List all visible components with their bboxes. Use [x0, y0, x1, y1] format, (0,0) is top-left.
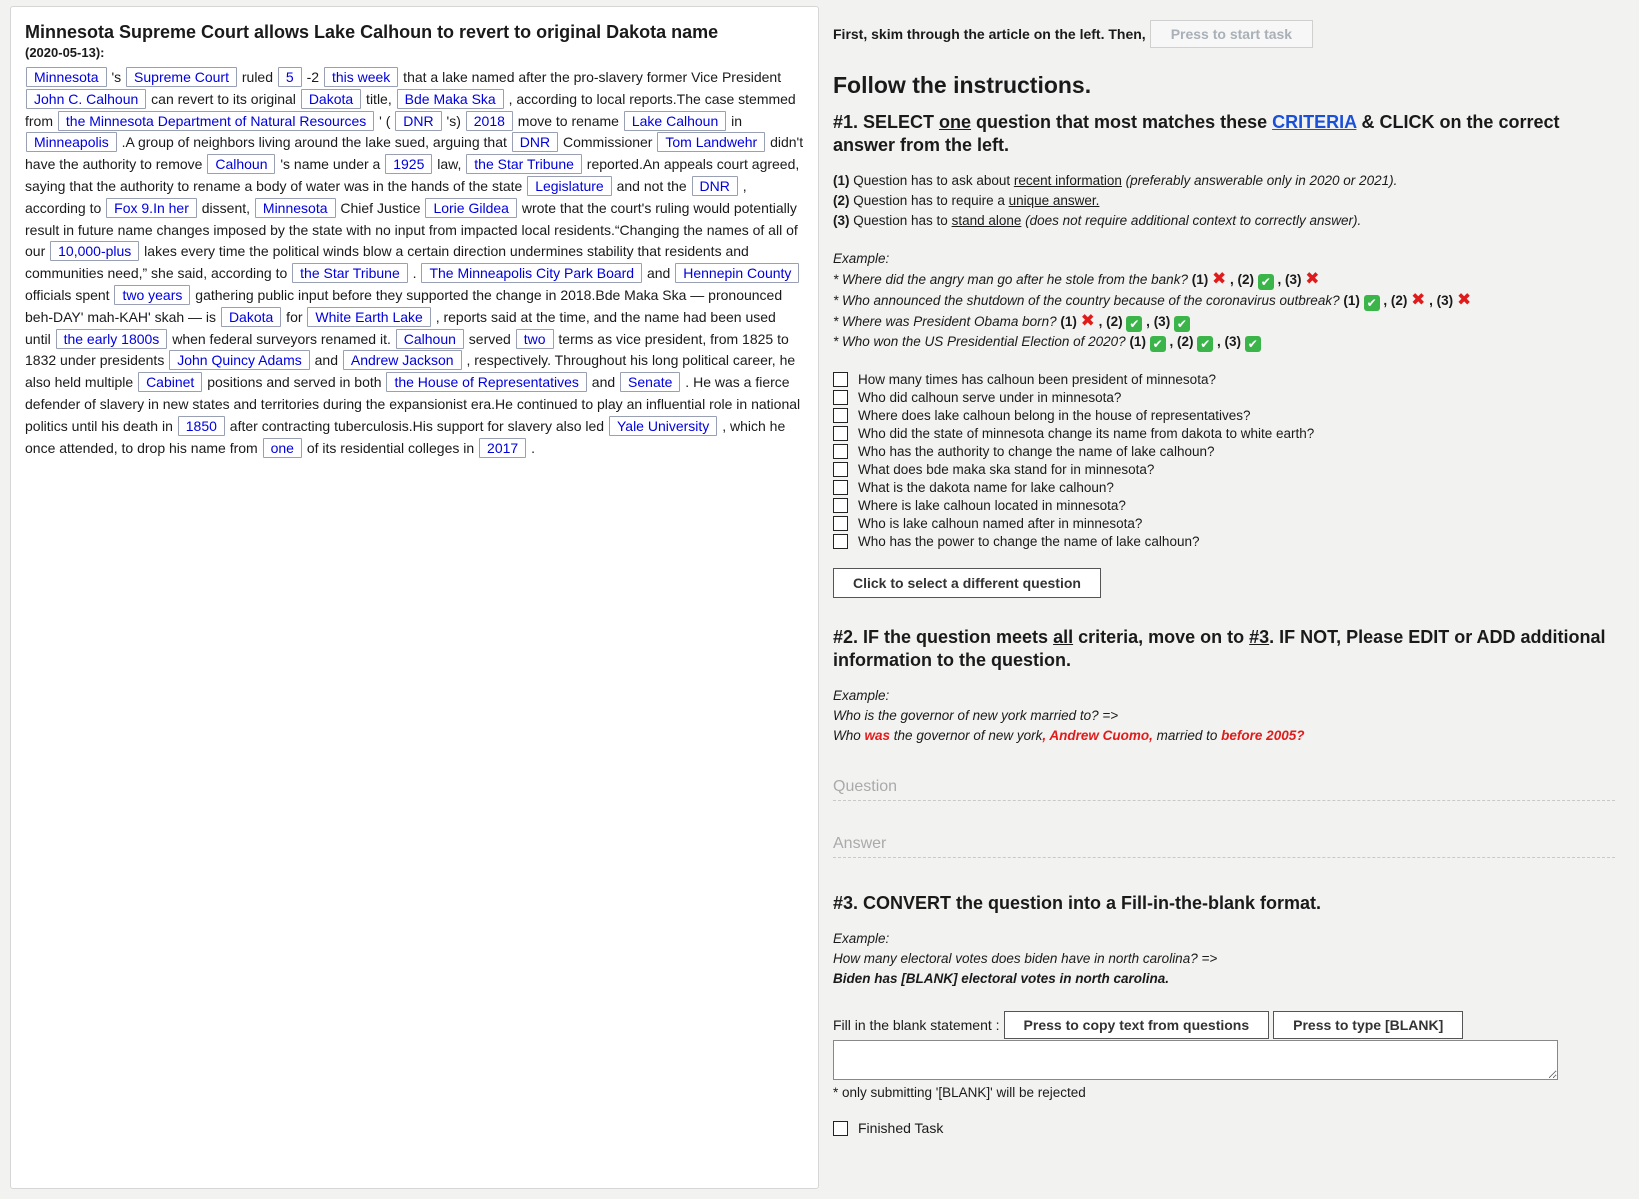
article-text: ruled — [237, 69, 277, 85]
question-list — [833, 370, 1623, 550]
article-text: law, — [433, 156, 466, 173]
question-option[interactable] — [833, 388, 1623, 406]
mark-label: (2) — [1176, 334, 1194, 349]
step2-example-line1: Who is the governor of new york married to? => — [833, 708, 1119, 723]
mark-label: (1) — [1343, 293, 1360, 308]
step1-heading — [833, 111, 1623, 157]
article-text: lakes every time the political winds blow a certain direction undermines stability that residents and communities need,” she said, according to — [25, 243, 749, 282]
question-option[interactable] — [833, 424, 1623, 442]
question-text: Who is lake calhoun named after in minnesota? — [858, 515, 1143, 531]
mark-separator: , — [1094, 314, 1107, 329]
question-checkbox[interactable] — [833, 390, 848, 405]
criterion-u: recent information — [1013, 173, 1122, 188]
question-text: Who did calhoun serve under in minnesota? — [858, 389, 1122, 405]
article-text: and — [310, 352, 342, 369]
article-text: after contracting tuberculosis.His support for slavery also led — [225, 417, 608, 434]
mark-label: (3) — [1224, 334, 1241, 349]
question-text: Where does lake calhoun belong in the house of representatives? — [858, 407, 1251, 423]
step3-examples — [833, 929, 1623, 989]
article-text: , according to local reports.The case stemmed from — [25, 90, 796, 129]
entity-chip[interactable]: one — [263, 438, 302, 458]
step2-heading — [833, 626, 1623, 672]
entity-chip[interactable]: Yale University — [609, 416, 717, 436]
ex2-b: the governor of new york — [890, 728, 1043, 743]
mark-separator: , — [1379, 293, 1391, 308]
entity-chip[interactable]: Supreme Court — [126, 67, 237, 87]
step2-example-label: Example: — [833, 688, 890, 703]
article-date: (2020-05-13): — [25, 45, 105, 60]
check-mark-icon: ✔ — [1197, 336, 1213, 352]
example-lines — [833, 269, 1623, 352]
entity-chip[interactable]: DNR — [395, 111, 441, 131]
entity-chip[interactable]: Dakota — [221, 307, 281, 327]
article-text: , respectively. Throughout his long political career, he also held multiple — [25, 352, 796, 391]
question-text: How many times has calhoun been president of minnesota? — [858, 371, 1216, 387]
article-text: , which he once attended, to drop his name from — [25, 417, 786, 456]
article-text: when federal surveyors renamed it. — [168, 330, 395, 347]
article-text: , according to — [25, 177, 747, 216]
question-option[interactable] — [833, 370, 1623, 388]
article-text: didn't have the authority to remove — [25, 134, 804, 173]
step2-ref: #3 — [1249, 627, 1270, 647]
article-text: reported.An appeals court agreed, saying that the authority to rename a body of water was in the hands of the state — [25, 156, 800, 194]
entity-chip[interactable]: the early 1800s — [56, 329, 168, 349]
cross-mark-icon: ✖ — [1305, 269, 1320, 288]
mark-label: (1) — [1191, 272, 1209, 287]
fill-label: Fill in the blank statement : — [833, 1017, 1000, 1033]
article-text: . He was a fierce defender of slavery in new states and territories during the expansionist era.He continued to play an influential role in national politics until his death in — [25, 374, 801, 434]
entity-chip[interactable]: 2018 — [466, 111, 513, 131]
criterion-pre: Question has to require a — [849, 193, 1009, 208]
fill-in-blank-input[interactable] — [833, 1040, 1558, 1080]
article-text: , reports said at the time, and the name had been used until — [25, 308, 776, 347]
article-text: move to rename — [513, 112, 623, 129]
question-checkbox[interactable] — [833, 534, 848, 549]
check-mark-icon: ✔ — [1364, 295, 1380, 311]
question-option[interactable] — [833, 442, 1623, 460]
start-row — [833, 18, 1623, 50]
answer-input[interactable]: Answer — [833, 831, 1615, 858]
question-input[interactable]: Question — [833, 774, 1615, 801]
step2-p3: . IF NOT, Please EDIT or ADD additional information to the question. — [833, 627, 1606, 670]
article-text: and — [587, 374, 620, 391]
article-text: officials spent — [25, 286, 114, 303]
check-mark-icon: ✔ — [1245, 336, 1261, 352]
entity-chip[interactable]: Hennepin County — [675, 263, 799, 283]
question-checkbox[interactable] — [833, 372, 848, 387]
finished-label: Finished Task — [858, 1120, 944, 1136]
entity-chip[interactable]: Bde Maka Ska — [397, 89, 504, 109]
criterion-i: (does not require additional context to correctly answer). — [1021, 213, 1362, 228]
article-text: that a lake named after the pro-slavery former Vice President — [399, 69, 782, 85]
article-text: served — [464, 330, 515, 347]
criterion-pre: Question has to — [849, 213, 952, 228]
step2-example-line2 — [833, 726, 1623, 746]
article-text: ' ( — [375, 112, 395, 129]
fill-row — [833, 1011, 1623, 1039]
question-checkbox[interactable] — [833, 498, 848, 513]
entity-chip[interactable]: 1925 — [385, 154, 432, 174]
question-checkbox[interactable] — [833, 444, 848, 459]
entity-chip[interactable]: Minnesota — [26, 67, 107, 87]
criterion-u: stand alone — [951, 213, 1022, 228]
entity-chip[interactable]: Dakota — [301, 89, 361, 109]
follow-heading: Follow the instructions. — [833, 72, 1092, 98]
question-checkbox[interactable] — [833, 516, 848, 531]
entity-chip[interactable]: 5 — [278, 67, 302, 87]
criterion-num: (3) — [833, 213, 850, 228]
step1-suffix: & CLICK on the correct answer from the left. — [833, 112, 1560, 155]
mark-label: (3) — [1285, 272, 1302, 287]
mark-separator: , — [1425, 293, 1437, 308]
article-panel — [10, 6, 819, 1189]
intro-text: First, skim through the article on the left. Then, — [833, 26, 1146, 42]
step1-prefix: #1. SELECT — [833, 112, 940, 132]
article-text: .A group of neighbors living around the lake sued, arguing that — [117, 134, 511, 151]
criterion-num: (2) — [833, 193, 850, 208]
entity-chip[interactable]: two — [516, 329, 554, 349]
criteria-list — [833, 171, 1623, 231]
instructions-panel — [833, 18, 1623, 1136]
question-checkbox[interactable] — [833, 408, 848, 423]
step2-p1: #2. IF the question meets — [833, 627, 1054, 647]
ex2-before: before 2005? — [1221, 728, 1305, 743]
start-task-button[interactable]: Press to start task — [1150, 20, 1313, 48]
entity-chip[interactable]: Legislature — [527, 176, 612, 196]
question-text: Where is lake calhoun located in minnesota? — [858, 497, 1126, 513]
cross-mark-icon: ✖ — [1456, 290, 1472, 309]
step2-p2: criteria, move on to — [1073, 627, 1250, 647]
question-checkbox[interactable] — [833, 480, 848, 495]
article-text: of its residential colleges in — [302, 439, 479, 456]
criterion-3 — [833, 211, 1623, 231]
entity-chip[interactable]: Cabinet — [138, 372, 202, 392]
article-text: 's) — [442, 112, 465, 129]
step1-example-label: Example: — [833, 251, 890, 266]
blank-note: * only submitting '[BLANK]' will be rejected — [833, 1085, 1086, 1100]
question-option[interactable] — [833, 532, 1623, 550]
cross-mark-icon: ✖ — [1411, 290, 1426, 309]
check-mark-icon: ✔ — [1258, 274, 1274, 290]
entity-chip[interactable]: John Quincy Adams — [169, 350, 310, 370]
question-text: Who has the authority to change the name of lake calhoun? — [858, 443, 1215, 459]
article-text: . — [527, 439, 535, 456]
article-text: Commissioner — [559, 134, 657, 151]
step3-example-label: Example: — [833, 931, 890, 946]
example-question: * Where did the angry man go after he stole from the bank? — [833, 272, 1188, 287]
check-mark-icon: ✔ — [1150, 336, 1166, 352]
entity-chip[interactable]: Calhoun — [207, 154, 275, 174]
mark-separator: , — [1213, 334, 1225, 349]
entity-chip[interactable]: Fox 9.In her — [106, 198, 197, 218]
question-option[interactable] — [833, 496, 1623, 514]
question-text: Who did the state of minnesota change its name from dakota to white earth? — [858, 425, 1315, 441]
mark-separator: , — [1142, 314, 1154, 329]
entity-chip[interactable]: 1850 — [178, 416, 225, 436]
mark-separator: , — [1226, 272, 1238, 287]
mark-label: (1) — [1129, 334, 1146, 349]
cross-mark-icon: ✖ — [1211, 269, 1227, 288]
article-text: in — [727, 112, 743, 129]
criterion-pre: Question has to ask about — [849, 173, 1014, 188]
entity-chip[interactable]: DNR — [512, 132, 558, 152]
article-text: can revert to its original — [147, 90, 300, 107]
entity-chip[interactable]: the House of Representatives — [386, 372, 586, 392]
finished-row — [833, 1120, 1623, 1136]
question-option[interactable] — [833, 514, 1623, 532]
article-text: Chief Justice — [336, 199, 425, 216]
step1-middle: question that most matches these — [971, 112, 1273, 132]
criterion-2 — [833, 191, 1623, 211]
question-text: What does bde maka ska stand for in minnesota? — [858, 461, 1155, 477]
example-line — [833, 311, 1623, 332]
entity-chip[interactable]: the Star Tribune — [466, 154, 582, 174]
entity-chip[interactable]: the Star Tribune — [292, 263, 408, 283]
criterion-u: unique answer. — [1008, 193, 1100, 208]
copy-text-button[interactable]: Press to copy text from questions — [1004, 1011, 1270, 1039]
article-text: positions and served in both — [203, 374, 386, 391]
mark-label: (2) — [1237, 272, 1254, 287]
entity-chip[interactable]: Senate — [620, 372, 680, 392]
step3-example-line2: Biden has [BLANK] electoral votes in north carolina. — [833, 971, 1170, 986]
article-text: gathering public input before they supported the change in 2018.Bde Maka Ska — pronounced beh-DAY' mah-KAH' skah — is — [25, 286, 783, 325]
check-mark-icon: ✔ — [1126, 316, 1142, 332]
article-text: terms as vice president, from 1825 to 1832 under presidents — [25, 330, 789, 369]
ex2-c: married to — [1152, 728, 1222, 743]
mark-label: (1) — [1060, 314, 1077, 329]
article-text: -2 — [302, 69, 323, 85]
example-question: * Who announced the shutdown of the country because of the coronavirus outbreak? — [833, 293, 1340, 308]
step1-one: one — [939, 112, 972, 132]
question-option[interactable] — [833, 460, 1623, 478]
mark-label: (2) — [1390, 293, 1408, 308]
question-option[interactable] — [833, 406, 1623, 424]
criterion-1 — [833, 171, 1623, 191]
step2-examples — [833, 686, 1623, 746]
mark-separator: , — [1273, 272, 1286, 287]
article-text: wrote that the court's ruling would potentially result in future name changes imposed by the state with no input from impacted local residents.“Changing the names of all of our — [25, 199, 798, 260]
step3-example-line1: How many electoral votes does biden have in north carolina? => — [833, 951, 1218, 966]
article-body — [25, 67, 804, 459]
entity-chip[interactable]: DNR — [692, 176, 738, 196]
article-text: and — [643, 265, 675, 282]
entity-chip[interactable]: Tom Landwehr — [657, 132, 765, 152]
question-text: Who has the power to change the name of lake calhoun? — [858, 533, 1200, 549]
entity-chip[interactable]: Minneapolis — [26, 132, 117, 152]
step1-examples — [833, 249, 1623, 352]
article-title: Minnesota Supreme Court allows Lake Calhoun to revert to original Dakota name — [25, 22, 719, 42]
entity-chip[interactable]: this week — [324, 67, 398, 87]
criterion-num: (1) — [833, 173, 850, 188]
mark-label: (2) — [1106, 314, 1123, 329]
question-checkbox[interactable] — [833, 462, 848, 477]
article-text: title, — [362, 90, 396, 107]
entity-chip[interactable]: 2017 — [479, 438, 526, 458]
entity-chip[interactable]: The Minneapolis City Park Board — [421, 263, 642, 283]
entity-chip[interactable]: Lake Calhoun — [624, 111, 726, 131]
mark-separator: , — [1165, 334, 1177, 349]
type-blank-button[interactable]: Press to type [BLANK] — [1273, 1011, 1463, 1039]
mark-label: (3) — [1153, 314, 1171, 329]
article-text: . — [408, 265, 421, 282]
mark-label: (3) — [1436, 293, 1454, 308]
ex2-was: was — [864, 728, 891, 743]
ex2-a: Who — [833, 728, 865, 743]
entity-chip[interactable]: the Minnesota Department of Natural Resources — [58, 111, 374, 131]
article-text: and not the — [612, 177, 691, 194]
entity-chip[interactable]: two years — [114, 285, 190, 305]
example-line — [833, 290, 1623, 311]
ex2-name: , Andrew Cuomo, — [1042, 728, 1153, 743]
select-different-question-button[interactable]: Click to select a different question — [833, 568, 1101, 598]
entity-chip[interactable]: White Earth Lake — [307, 307, 430, 327]
question-option[interactable] — [833, 478, 1623, 496]
entity-chip[interactable]: Lorie Gildea — [425, 198, 517, 218]
article-text: 's name under a — [276, 156, 385, 173]
criteria-link[interactable]: CRITERIA — [1272, 112, 1357, 132]
select-different-row — [833, 568, 1623, 598]
example-question: * Where was President Obama born? — [833, 314, 1057, 329]
step3-heading: #3. CONVERT the question into a Fill-in-the-blank format. — [833, 893, 1322, 913]
article-text: 's — [107, 69, 126, 85]
entity-chip[interactable]: 10,000-plus — [50, 241, 139, 261]
entity-chip[interactable]: Calhoun — [396, 329, 464, 349]
entity-chip[interactable]: Minnesota — [255, 198, 336, 218]
criterion-i: (preferably answerable only in 2020 or 2021). — [1121, 173, 1398, 188]
finished-checkbox[interactable] — [833, 1121, 848, 1136]
question-text: What is the dakota name for lake calhoun? — [858, 479, 1114, 495]
example-question: * Who won the US Presidential Election of 2020? — [833, 334, 1126, 349]
article-text: dissent, — [197, 199, 254, 216]
question-checkbox[interactable] — [833, 426, 848, 441]
entity-chip[interactable]: John C. Calhoun — [26, 89, 146, 109]
example-line — [833, 269, 1623, 290]
check-mark-icon: ✔ — [1174, 316, 1190, 332]
example-line — [833, 332, 1623, 352]
step2-all: all — [1053, 627, 1074, 647]
entity-chip[interactable]: Andrew Jackson — [343, 350, 462, 370]
article-text: for — [282, 308, 307, 325]
cross-mark-icon: ✖ — [1080, 311, 1095, 330]
